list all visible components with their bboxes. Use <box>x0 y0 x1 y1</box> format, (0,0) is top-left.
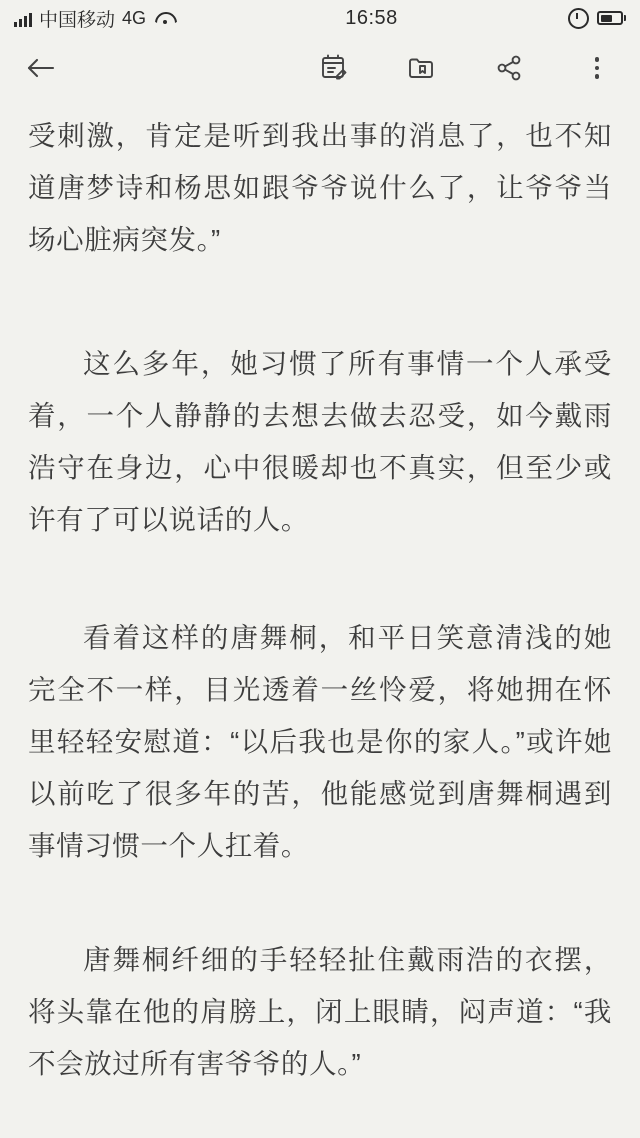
paragraph: 这么多年，她习惯了所有事情一个人承受着，一个人静静的去想去做去忍受，如今戴雨浩守在身边，心中很暖却也不真实，但至少或许有了可以说话的人。 <box>28 348 612 535</box>
status-bar-right <box>568 8 626 29</box>
status-bar <box>0 0 640 36</box>
back-button[interactable] <box>24 51 64 85</box>
bookmark-folder-icon[interactable] <box>404 51 438 85</box>
battery-cap <box>624 15 626 21</box>
alarm-clock-icon <box>568 8 589 29</box>
network-type-label: 4G <box>122 7 147 28</box>
dot <box>595 57 600 62</box>
paragraph-spacer <box>28 872 612 934</box>
paragraph: 看着这样的唐舞桐，和平日笑意清浅的她完全不一样，目光透着一丝怜爱，将她拥在怀里轻轻安慰道：“以后我也是你的家人。”或许她以前吃了很多年的苦，他能感觉到唐舞桐遇到事情习惯一个人扛着。 <box>28 622 612 861</box>
share-icon[interactable] <box>492 51 526 85</box>
status-bar-left <box>14 5 175 32</box>
battery-fill <box>601 15 612 22</box>
paragraph: 受刺激，肯定是听到我出事的消息了，也不知道唐梦诗和杨思如跟爷爷说什么了，让爷爷当场心脏病突发。” <box>28 120 612 255</box>
app-toolbar <box>0 36 640 100</box>
signal-bars-icon <box>14 10 32 27</box>
dot <box>595 66 600 71</box>
paragraph-spacer <box>28 266 612 338</box>
reader-content[interactable] <box>0 100 640 1090</box>
dot <box>595 74 600 79</box>
battery-body <box>597 11 623 25</box>
toolbar-actions <box>316 51 614 85</box>
paragraph: 唐舞桐纤细的手轻轻扯住戴雨浩的衣摆，将头靠在他的肩膀上，闭上眼睛，闷声道：“我不会放过所有害爷爷的人。” <box>28 944 612 1079</box>
carrier-label: 中国移动 <box>39 9 116 31</box>
paragraph-spacer <box>28 546 612 612</box>
status-clock: 16:58 <box>345 6 398 29</box>
more-options-icon[interactable] <box>580 51 614 85</box>
back-arrow-icon[interactable] <box>24 51 58 85</box>
note-add-icon[interactable] <box>316 51 350 85</box>
wifi-icon <box>155 10 175 26</box>
battery-icon <box>597 11 626 25</box>
